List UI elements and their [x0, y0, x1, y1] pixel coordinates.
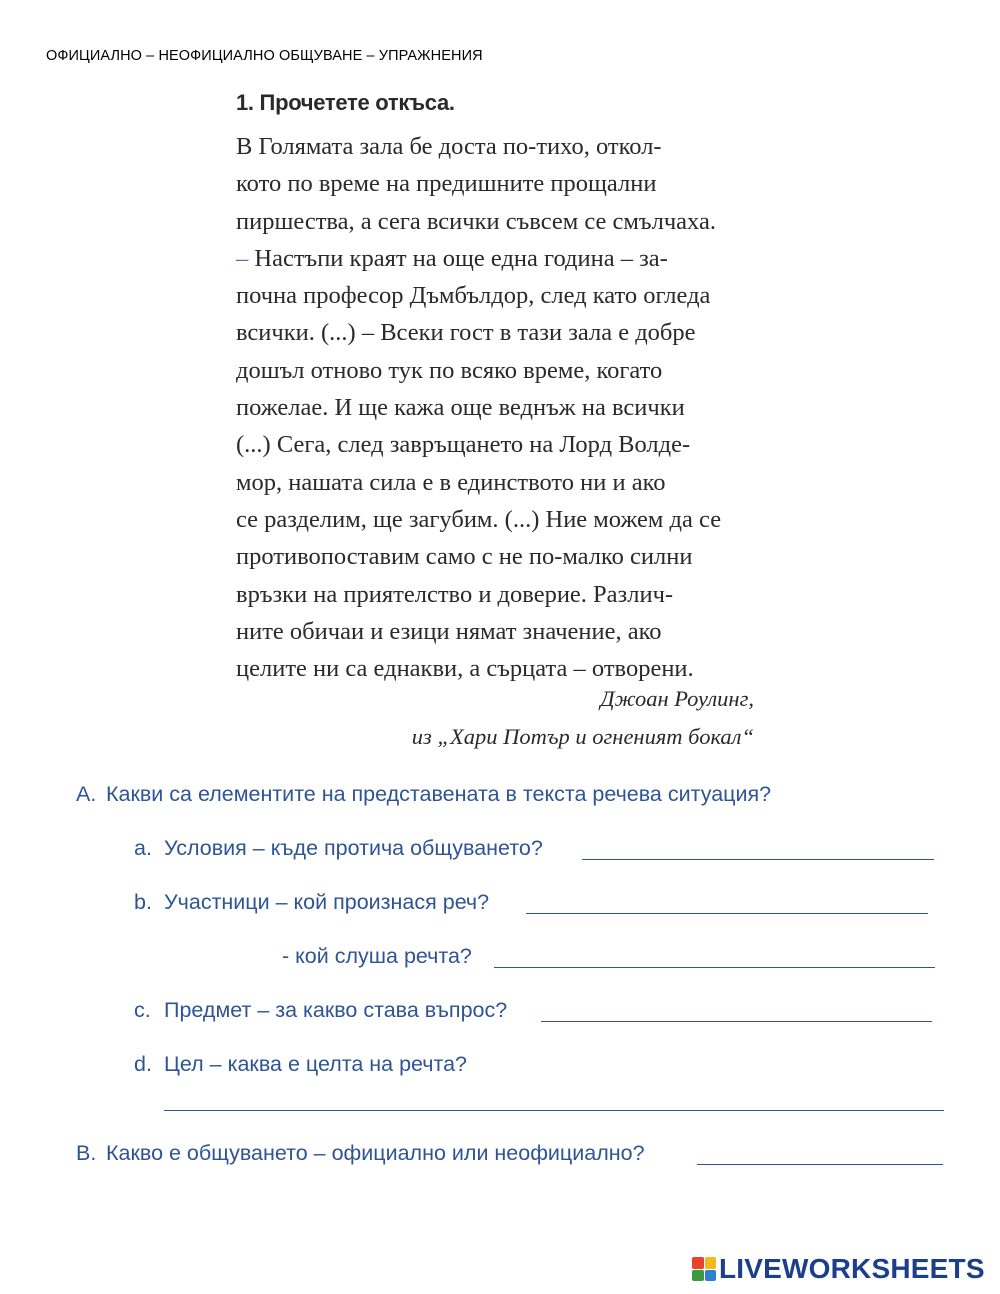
- passage-line: целите ни са еднакви, а сърцата – отворени.: [236, 655, 694, 683]
- question-a: [76, 782, 771, 807]
- answer-blank-speaker[interactable]: [526, 913, 928, 914]
- passage-line-text: Настъпи краят на още една година – за-: [254, 244, 668, 272]
- answer-blank-conditions[interactable]: [582, 859, 934, 860]
- item-d-text: Цел – каква е целта на речта?: [164, 1052, 468, 1076]
- liveworksheets-logo-text: LIVEWORKSHEETS: [719, 1253, 985, 1284]
- passage-line: мор, нашата сила е в единството ни и ако: [236, 468, 666, 496]
- question-a-marker: A.: [76, 782, 97, 806]
- passage-line: пиршества, а сега всички съвсем се смълчаха.: [236, 207, 716, 235]
- passage-author: Джоан Роулинг,: [600, 686, 754, 711]
- passage-line: (...) Сега, след завръщането на Лорд Волде-: [236, 431, 691, 459]
- passage-line: ните обичаи и езици нямат значение, ако: [236, 617, 662, 645]
- answer-blank-purpose[interactable]: [164, 1110, 944, 1111]
- question-a-item-c: [134, 998, 507, 1023]
- passage-source: из „Хари Потър и огненият бокал“: [411, 724, 754, 749]
- passage-line: връзки на приятелство и доверие. Различ-: [236, 580, 674, 608]
- item-a-text: Условия – къде протича общуването?: [164, 836, 543, 860]
- item-b-marker: b.: [134, 890, 152, 914]
- question-b: [76, 1141, 645, 1166]
- passage-line: се разделим, ще загубим. (...) Ние можем да се: [236, 505, 722, 533]
- passage-line: всички. (...) – Всеки гост в тази зала е добре: [236, 319, 696, 347]
- answer-blank-subject[interactable]: [541, 1021, 932, 1022]
- question-b-marker: B.: [76, 1141, 97, 1165]
- reading-passage: [236, 90, 776, 687]
- item-c-text: Предмет – за какво става въпрос?: [164, 998, 508, 1022]
- item-c-marker: c.: [134, 998, 151, 1022]
- passage-title: 1. Прочетете откъса.: [236, 90, 455, 115]
- passage-line: пожелае. И ще кажа още веднъж на всички: [236, 394, 685, 422]
- passage-line: противопоставим само с не по-малко силни: [236, 543, 693, 571]
- item-a-marker: a.: [134, 836, 152, 860]
- question-a-item-b2: [282, 944, 472, 969]
- item-b-text: Участници – кой произнася реч?: [164, 890, 490, 914]
- question-a-item-b: [134, 890, 489, 915]
- passage-line: В Голямата зала бе доста по-тихо, откол-: [236, 133, 662, 160]
- item-b2-text: - кой слуша речта?: [282, 944, 472, 968]
- question-a-text: Какви са елементите на представената в текста речева ситуация?: [106, 782, 772, 806]
- question-a-item-d: [134, 1052, 467, 1077]
- liveworksheets-logo: [692, 1254, 985, 1284]
- item-d-marker: d.: [134, 1052, 152, 1076]
- passage-line: почна професор Дъмбълдор, след като огледа: [236, 282, 711, 310]
- answer-blank-communication-type[interactable]: [697, 1164, 943, 1165]
- speech-dash: –: [236, 244, 249, 272]
- passage-line: кото по време на предишните прощални: [236, 170, 657, 198]
- worksheet-header: ОФИЦИАЛНО – НЕОФИЦИАЛНО ОБЩУВАНЕ – УПРАЖНЕНИЯ: [46, 48, 483, 64]
- passage-line: дошъл отново тук по всяко време, когато: [236, 356, 663, 384]
- question-a-item-a: [134, 836, 543, 861]
- passage-line-speech-start: [236, 240, 776, 277]
- question-b-text: Какво е общуването – официално или неофициално?: [106, 1141, 645, 1165]
- answer-blank-listener[interactable]: [494, 967, 935, 968]
- liveworksheets-logo-icon: [692, 1257, 716, 1281]
